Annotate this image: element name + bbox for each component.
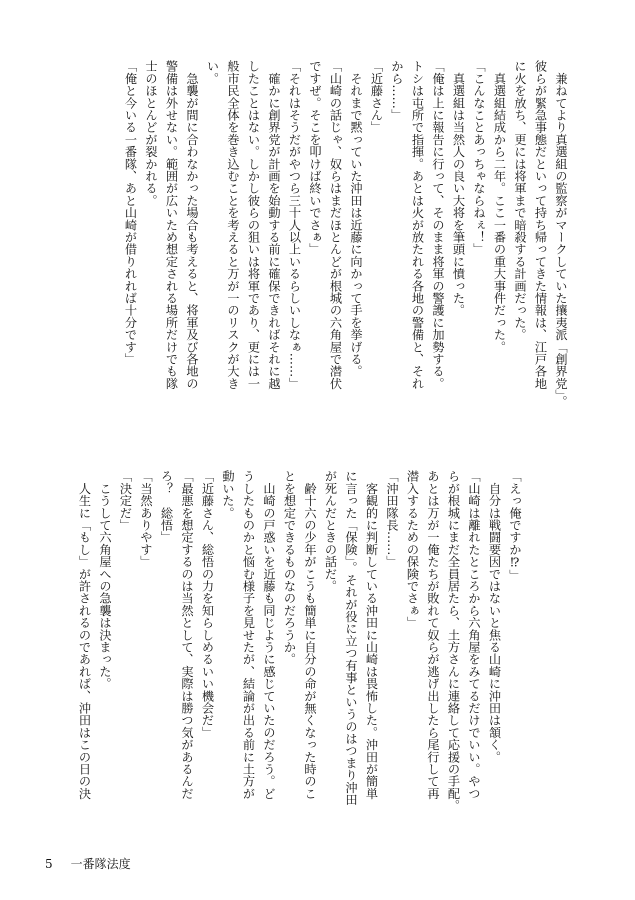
text-line: 人生に「もし」が許されるのであれば、沖田はこの日の決 [77,470,92,800]
text-line: 「俺と今いる一番隊、あと山崎が借りれれば十分です」 [123,60,138,365]
text-line: 士のほとんどが裂かれる。 [144,60,158,207]
text-line: から……」 [390,60,404,121]
text-line: 「当然ありやす」 [139,470,153,568]
text-line: 潜入するための保険でさぁ」 [405,470,420,629]
text-line: ですぜ。そこを叩けば終いでさぁ」 [308,60,322,256]
text-line: したことはない。しかし彼らの狙いは将軍であり、更には一 [246,60,261,390]
text-line: らが根城にまだ全員居たら、土方さんに連絡して応援の手配。 [446,470,461,812]
text-line: 齢十六の少年がこうも簡単に自分の命が無くなった時のこ [303,470,317,800]
text-line: あとは万が一俺たちが敗れて奴らが逃げ出したら尾行して再 [426,470,440,800]
text-line: 「こんなことあっちゃならねぇ！」 [472,60,486,256]
text-line: 「決定だ」 [118,470,133,531]
text-line: 山崎の戸惑いを近藤も同じように感じていたのだろう。ど [262,470,276,800]
text-line: 「近藤さん」 [369,60,384,134]
text-line: 真選組結成から二年。ここ一番の重大事件だった。 [492,60,507,353]
text-line: 客観的に判断している沖田に山崎は畏怖した。沖田が簡単 [364,470,379,800]
chapter-title: 一番隊法度 [70,857,131,871]
text-line: 「山崎の話じゃ、奴らはまだほとんどが根城の六角屋で潜伏 [328,60,343,390]
text-line: 「沖田隊長……」 [385,470,399,568]
text-line: それまで黙っていた沖田は近藤に向かって手を挙げる。 [349,60,363,378]
text-line: うしたものかと悩む様子を見せたが、結論が出る前に土方が [241,470,256,800]
text-line: 「それはそうだがやつら三十人以上いるらしいしなぁ……」 [287,60,302,390]
lower-text-block [59,470,525,840]
text-line: こうして六角屋への急襲は決まった。 [98,470,112,690]
text-line: ろ？ 総悟」 [159,470,174,544]
text-line: に言った「保険」。それが役に立つ有事というのはつまり沖田 [344,470,358,806]
text-line: トシは屯所で指揮。あとは火が放たれる各地の警備と、それ [410,60,425,390]
text-line: 動いた。 [221,470,235,519]
text-line: 「えっ俺ですか⁉」 [508,470,522,582]
text-line: 確かに創界党が計画を始動する前に確保できればそれに越 [267,60,281,390]
text-line: 自分は戦闘要因ではないと焦る山崎に沖田は頷く。 [487,470,502,763]
text-line: 警備は外せない。範囲が広いため想定される場所だけでも隊 [164,60,179,390]
page-number: 5 [45,857,53,871]
upper-text-block [59,60,571,430]
text-line: が死んだときの話だ。 [323,470,338,592]
text-line: 急襲が間に合わなかった場合も考えると、将軍及び各地の [185,60,199,390]
text-line: とを想定できるものなのだろうか。 [282,470,297,666]
text-line: 「山崎は離れたところから六角屋をみてるだけでいい。やつ [467,470,481,800]
text-line: 兼ねてより真選組の監察がマークしていた攘夷派「創界党」。 [554,60,568,408]
text-line: い。 [205,60,220,85]
text-line: 彼らが緊急事態だといって持ち帰ってきた情報は、江戸各地 [533,60,548,390]
text-line: に火を放ち、更には将軍まで暗殺する計画だった。 [513,60,527,341]
text-line: 真選組は当然人の良い大将を筆頭に憤った。 [451,60,466,317]
page-footer [45,855,131,872]
text-line: 「俺は上に報告に行って、そのまま将軍の警護に加勢する。 [431,60,445,390]
text-line: 「最悪を想定するのは当然として、実際は勝つ気があるんだ [180,470,194,800]
text-line: 般市民全体を巻き込むことを考えると万が一のリスクが大き [226,60,240,390]
text-line: 「近藤さん、総悟の力を知らしめるいい機会だ」 [200,470,215,739]
